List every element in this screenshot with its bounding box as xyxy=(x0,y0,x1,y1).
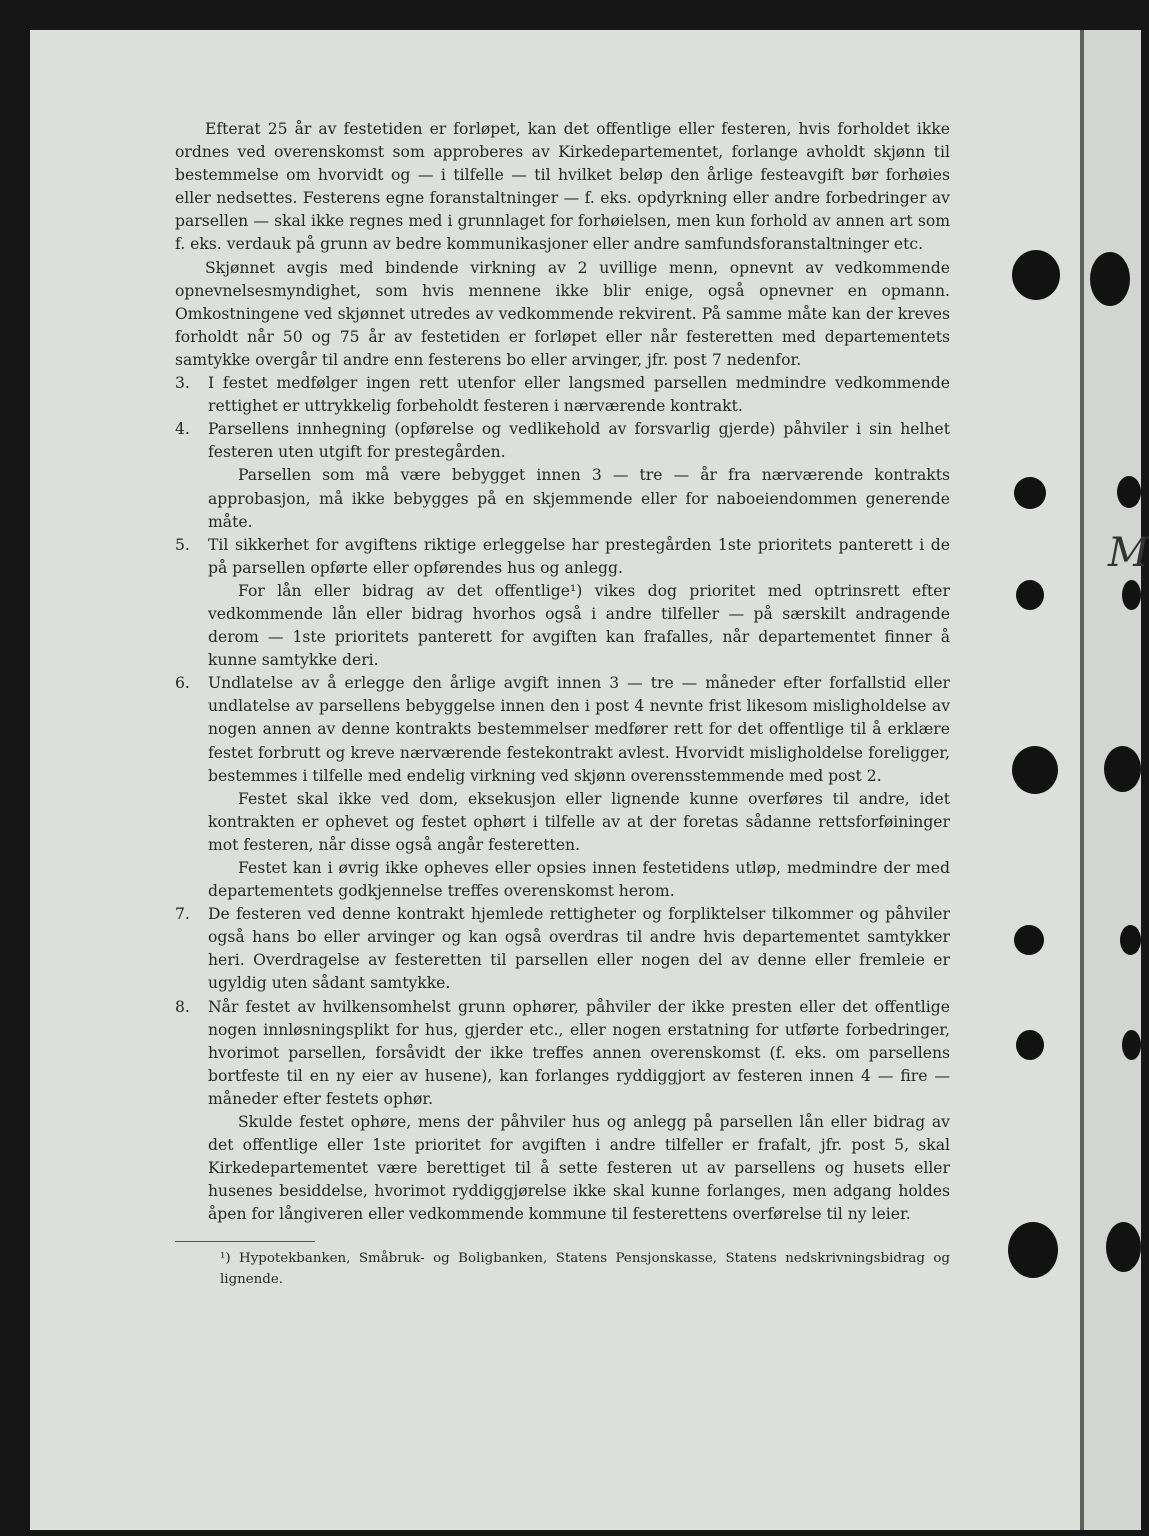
punch-hole xyxy=(1117,476,1141,508)
paragraph: Parsellen som må være bebygget innen 3 — tre — år fra nærværende kontrakts approbasjon, må ikke bebygges på en skjemmende eller for naboeiendommen generende måte. xyxy=(208,466,950,531)
item-number: 4. xyxy=(175,420,190,439)
list-item-3 xyxy=(175,372,950,418)
list-item-5 xyxy=(175,534,950,673)
footnote: ¹) Hypotekbanken, Småbruk- og Boligbanken, Statens Pensjonskasse, Statens nedskrivningsbidrag og lignende. xyxy=(220,1250,950,1287)
paragraph: I festet medfølger ingen rett utenfor eller langsmed parsellen medmindre vedkommende rettighet er uttrykkelig forbeholdt festeren i nærværende kontrakt. xyxy=(208,374,950,416)
punch-hole xyxy=(1120,925,1141,955)
paragraph: Til sikkerhet for avgiftens riktige erleggelse har prestegården 1ste prioritets panterett i de på parsellen opførte eller opførendes hus og anlegg. xyxy=(208,535,950,577)
punch-hole xyxy=(1014,925,1044,955)
paragraph: Festet skal ikke ved dom, eksekusjon eller lignende kunne overføres til andre, idet kontrakten er ophevet og festet ophørt i tilfelle av at der foretas sådanne rettsforføininger mot festeren, når disse også angår festeretten. xyxy=(208,789,950,854)
punch-hole xyxy=(1012,250,1060,300)
punch-hole xyxy=(1122,1030,1141,1060)
punch-hole xyxy=(1012,746,1058,794)
paragraph: Når festet av hvilkensomhelst grunn ophører, påhviler der ikke presten eller det offentlige nogen innløsningsplikt for hus, gjerder etc., eller nogen erstatning for utførte forbedringer, hvorimot parsellen, forsåvidt der ikke treffes annen overenskomst (f. eks. om parsellens bortfeste til en ny eier av husene), kan forlanges ryddiggjort av festeren innen 4 — fire — måneder efter festets ophør. xyxy=(208,997,950,1108)
item-number: 6. xyxy=(175,674,190,693)
punch-hole xyxy=(1016,1030,1044,1060)
paragraph: Festet kan i øvrig ikke opheves eller opsies innen festetidens utløp, medmindre der med departementets godkjennelse treffes overenskomst herom. xyxy=(208,859,950,901)
item-number: 5. xyxy=(175,535,190,554)
list-item-4 xyxy=(175,418,950,533)
punch-hole xyxy=(1104,746,1141,792)
paragraph: Skjønnet avgis med bindende virkning av 2 uvillige menn, opnevnt av vedkommende opnevnelsesmyndighet, som hvis mennene ikke blir enige, også opnevner en opmann. Omkostningene ved skjønnet utredes av vedkommende rekvirent. På samme måte kan der kreves forholdt når 50 og 75 år av festetiden er forløpet eller når festeretten med departementets samtykke overgår til andre enn festerens bo eller arvinger, jfr. post 7 nedenfor. xyxy=(175,258,950,369)
punch-hole xyxy=(1014,477,1046,509)
item-number: 3. xyxy=(175,374,190,393)
item-number: 8. xyxy=(175,997,190,1016)
paragraph: Undlatelse av å erlegge den årlige avgift innen 3 — tre — måneder efter forfallstid eller undlatelse av parsellens bebyggelse innen den i post 4 nevnte frist likesom misligholdelse av nogen annen av denne kontrakts bestemmelser medfører rett for det offentlige til å erklære festet forbrutt og kreve nærværende festekontrakt avlest. Hvorvidt misligholdelse foreligger, bestemmes i tilfelle med endelig virkning ved skjønn overensstemmende med post 2. xyxy=(208,674,950,785)
item-number: 7. xyxy=(175,905,190,924)
paragraph: Efterat 25 år av festetiden er forløpet, kan det offentlige eller festeren, hvis forholdet ikke ordnes ved overenskomst som approberes av Kirkedepartementet, forlange avholdt skjønn til bestemmelse om hvorvidt og — i tilfelle — til hvilket beløp den årlige festeavgift bør forhøies eller nedsettes. Festerens egne foranstaltninger — f. eks. opdyrkning eller andre forbedringer av parsellen — skal ikke regnes med i grunnlaget for forhøielsen, men kun forhold av annen art som f. eks. verdauk på grunn av bedre kommunikasjoner eller andre samfundsforanstaltninger etc. xyxy=(175,120,950,254)
list-item-7 xyxy=(175,903,950,995)
punch-hole xyxy=(1122,580,1141,610)
footnote-divider xyxy=(175,1241,315,1242)
document-text xyxy=(175,118,950,1290)
paragraph: For lån eller bidrag av det offentlige¹) vikes dog prioritet med optrinsrett efter vedkommende lån eller bidrag hvorhos også i andre tilfeller — på særskilt andragende derom — 1ste prioritets panterett for avgiften kan frafalles, når departementet finner å kunne samtykke deri. xyxy=(208,581,950,670)
paragraph: De festeren ved denne kontrakt hjemlede rettigheter og forpliktelser tilkommer og påhviler også hans bo eller arvinger og kan også overdras til andre hvis departementet samtykker heri. Overdragelse av festeretten til parsellen eller nogen del av denne eller fremleie er ugyldig uten sådant samtykke. xyxy=(208,905,950,993)
punch-hole xyxy=(1106,1222,1141,1272)
punch-hole xyxy=(1008,1222,1058,1278)
list-item-6 xyxy=(175,672,950,903)
paragraph: Parsellens innhegning (opførelse og vedlikehold av forsvarlig gjerde) påhviler i sin helhet festeren uten utgift for prestegården. xyxy=(208,420,950,462)
margin-handwriting: M xyxy=(1108,530,1149,576)
punch-hole xyxy=(1090,252,1130,306)
paragraph: Skulde festet ophøre, mens der påhviler hus og anlegg på parsellen lån eller bidrag av det offentlige eller 1ste prioritet for avgiften i andre tilfeller er frafalt, jfr. post 5, skal Kirkedepartementet være berettiget til å sette festeren ut av parsellens og husets eller husenes besiddelse, hvorimot ryddiggjørelse ikke skal kunne forlanges, men adgang holdes åpen for långiveren eller vedkommende kommune til festerettens overførelse til ny leier. xyxy=(208,1113,950,1224)
punch-hole xyxy=(1016,580,1044,610)
list-item-8 xyxy=(175,996,950,1227)
